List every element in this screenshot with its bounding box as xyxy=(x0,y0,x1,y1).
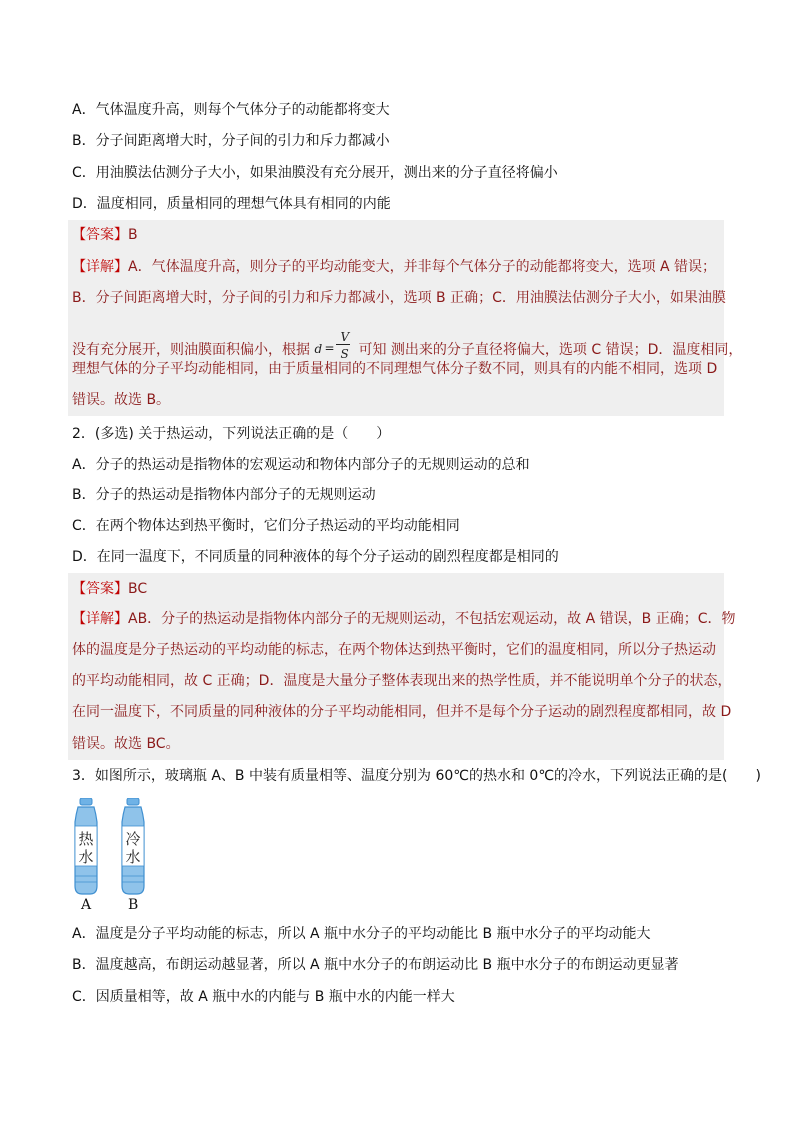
q1-detail-text-1: A．气体温度升高，则分子的平均动能变大，并非每个气体分子的动能都将变大，选项 A 错误； xyxy=(128,259,717,275)
answer-tag: 【答案】 xyxy=(72,227,128,243)
q1-detail-block xyxy=(68,250,743,416)
formula-eq: = xyxy=(324,341,335,355)
q3-stem: 3．如图所示，玻璃瓶 A、B 中装有质量相等、温度分别为 60℃的热水和 0℃的冷水，下列说法正确的是( ) xyxy=(72,768,761,784)
q3-option-b: B．温度越高，布朗运动越显著，所以 A 瓶中水分子的布朗运动比 B 瓶中水分子的布朗运动更显著 xyxy=(72,957,679,973)
q1-detail-line-4: 理想气体的分子平均动能相同，由于质量相同的不同理想气体分子数不同，则具有的内能不相同，选项 D xyxy=(72,361,718,377)
bottle-b-label: B xyxy=(128,897,139,913)
q3-option-a: A．温度是分子平均动能的标志，所以 A 瓶中水分子的平均动能比 B 瓶中水分子的平均动能大 xyxy=(72,926,651,942)
bottle-b-text-2: 水 xyxy=(125,848,141,866)
formula-numerator: V xyxy=(340,330,350,344)
q2-answer-value: BC xyxy=(128,581,148,597)
q2-option-a: A．分子的热运动是指物体的宏观运动和物体内部分子的无规则运动的总和 xyxy=(72,457,530,473)
detail-tag: 【详解】 xyxy=(72,259,128,275)
bottles-illustration xyxy=(72,798,162,898)
bottle-b-text-1: 冷 xyxy=(125,830,141,848)
q2-detail-line-4: 在同一温度下，不同质量的同种液体的分子平均动能相同，但并不是每个分子运动的剧烈程度都相同，故 D xyxy=(72,704,732,720)
q1-option-a: A．气体温度升高，则每个气体分子的动能都将变大 xyxy=(72,102,390,118)
detail-tag: 【详解】 xyxy=(72,611,128,627)
q1-option-c: C．用油膜法估测分子大小，如果油膜没有充分展开，测出来的分子直径将偏小 xyxy=(72,165,558,181)
q2-detail-block xyxy=(68,605,736,760)
q1-answer-value: B xyxy=(128,227,138,243)
q1-option-d: D．温度相同，质量相同的理想气体具有相同的内能 xyxy=(72,196,391,212)
q2-detail-text-1: AB．分子的热运动是指物体内部分子的无规则运动，不包括宏观运动，故 A 错误，B 正确；C．物 xyxy=(128,611,736,627)
q2-detail-line-3: 的平均动能相同，故 C 正确；D．温度是大量分子整体表现出来的热学性质，并不能说明单个分子的状态， xyxy=(72,673,732,689)
q1-detail-line-3 xyxy=(72,332,742,360)
q2-answer-block xyxy=(68,573,724,605)
q2-answer-row xyxy=(72,580,147,598)
bottle-a xyxy=(75,798,97,894)
q1-detail-line-1 xyxy=(72,258,716,276)
q2-detail-line-5: 错误。故选 BC。 xyxy=(72,736,180,752)
bottle-a-label: A xyxy=(81,897,92,913)
q2-option-d: D．在同一温度下，不同质量的同种液体的每个分子运动的剧烈程度都是相同的 xyxy=(72,549,559,565)
q1-option-b: B．分子间距离增大时，分子间的引力和斥力都减小 xyxy=(72,133,390,149)
q2-option-c: C．在两个物体达到热平衡时，它们分子热运动的平均动能相同 xyxy=(72,518,460,534)
formula-lhs: d xyxy=(314,342,323,356)
bottle-a-text-2: 水 xyxy=(78,848,94,866)
formula-denominator: S xyxy=(340,347,349,361)
q3-option-c: C．因质量相等，故 A 瓶中水的内能与 B 瓶中水的内能一样大 xyxy=(72,989,455,1005)
bottles-figure xyxy=(72,798,162,916)
q1-detail-text-3b: 可知 测出来的分子直径将偏大，选项 C 错误；D．温度相同， xyxy=(358,342,743,358)
bottle-b xyxy=(122,798,144,894)
q2-stem: 2．(多选) 关于热运动，下列说法正确的是（ ） xyxy=(72,426,391,442)
answer-tag: 【答案】 xyxy=(72,581,128,597)
q1-detail-text-3a: 没有充分展开，则油膜面积偏小，根据 xyxy=(72,342,310,358)
q2-option-b: B．分子的热运动是指物体内部分子的无规则运动 xyxy=(72,487,376,503)
q1-detail-line-2: B．分子间距离增大时，分子间的引力和斥力都减小，选项 B 正确；C．用油膜法估测分子大小，如果油膜 xyxy=(72,290,726,306)
formula-d-equals-v-over-s xyxy=(314,332,358,360)
q1-answer-row xyxy=(72,226,138,244)
q2-detail-line-2: 体的温度是分子热运动的平均动能的标志，在两个物体达到热平衡时，它们的温度相同，所以分子热运动 xyxy=(72,642,716,658)
bottle-a-text-1: 热 xyxy=(78,830,94,848)
q1-answer-block xyxy=(68,220,724,250)
q1-detail-line-5: 错误。故选 B。 xyxy=(72,392,171,408)
q2-detail-line-1 xyxy=(72,610,736,628)
